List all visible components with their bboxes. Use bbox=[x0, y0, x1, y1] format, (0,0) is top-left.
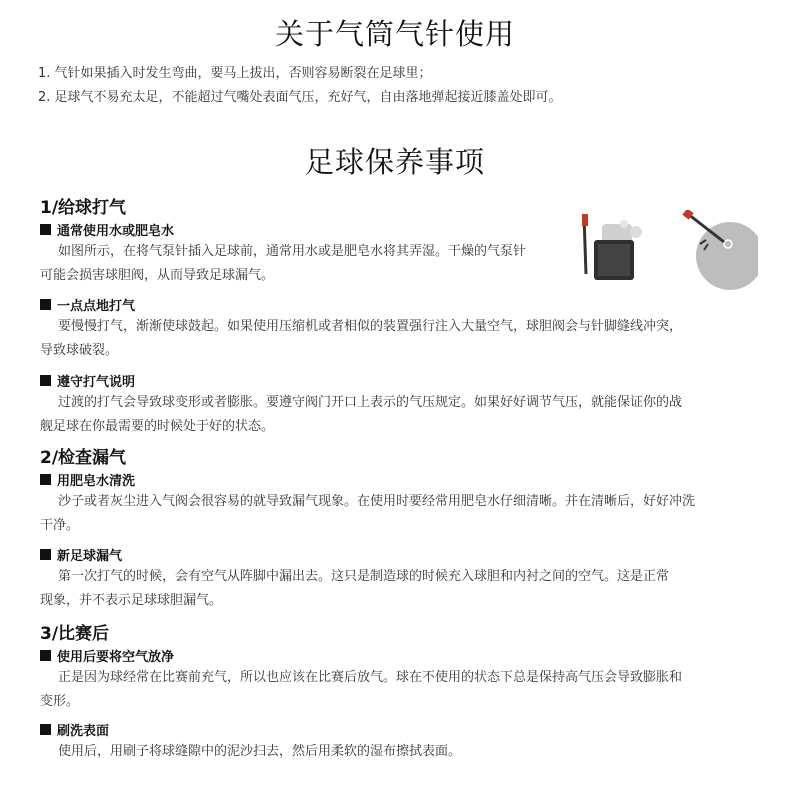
subheading-soap-clean bbox=[40, 470, 135, 489]
section-heading-inflate: 1/给球打气 bbox=[40, 198, 127, 218]
subheading-text: 一点点地打气 bbox=[57, 299, 136, 314]
paragraph-deflate bbox=[40, 666, 682, 714]
paragraph-inflation-instructions bbox=[40, 391, 682, 439]
paragraph-line: 导致球破裂。 bbox=[40, 343, 119, 358]
subheading-deflate bbox=[40, 646, 174, 665]
paragraph-line: 舰足球在你最需要的时候处于好的状态。 bbox=[40, 419, 275, 434]
paragraph-line: 干净。 bbox=[40, 518, 80, 533]
title-ball-maintenance: 足球保养事项 bbox=[304, 145, 485, 179]
paragraph-line: 要慢慢打气，渐渐使球鼓起。如果使用压缩机或者相似的装置强行注入大量空气，球胆阀会与针脚缝线冲突， bbox=[58, 319, 683, 334]
paragraph-new-ball-leak bbox=[40, 565, 669, 613]
paragraph-line: 如图所示，在将气泵针插入足球前，通常用水或是肥皂水将其弄湿。干燥的气泵针 bbox=[58, 244, 527, 259]
paragraph-line: 第一次打气的时候，会有空气从阵脚中漏出去。这只是制造球的时候充入球胆和内衬之间的空气。这是正常 bbox=[58, 569, 670, 584]
subheading-text: 新足球漏气 bbox=[57, 549, 123, 564]
note-2: 2. 足球气不易充太足，不能超过气嘴处表面气压，充好气，自由落地弹起接近膝盖处即可。 bbox=[38, 90, 562, 105]
needle-into-ball-illustration bbox=[678, 210, 758, 290]
paragraph-line: 正是因为球经常在比赛前充气，所以也应该在比赛后放气。球在不使用的状态下总是保持高气压会导致膨胀和 bbox=[58, 670, 683, 685]
subheading-text: 用肥皂水清洗 bbox=[57, 474, 136, 489]
subheading-text: 遵守打气说明 bbox=[57, 375, 136, 390]
paragraph-water-soap bbox=[40, 240, 526, 288]
title-pump-needle-usage: 关于气筒气针使用 bbox=[274, 17, 515, 51]
subheading-inflation-instructions bbox=[40, 371, 135, 390]
square-bullet-icon bbox=[40, 375, 51, 386]
square-bullet-icon bbox=[40, 224, 51, 235]
subheading-text: 刷洗表面 bbox=[57, 724, 110, 739]
section-heading-after-match: 3/比赛后 bbox=[40, 624, 110, 644]
subheading-water-soap bbox=[40, 220, 174, 239]
subheading-brush-surface bbox=[40, 720, 109, 739]
paragraph-line: 现象，并不表示足球球胆漏气。 bbox=[40, 593, 223, 608]
paragraph-line: 沙子或者灰尘进入气阀会很容易的就导致漏气现象。在使用时要经常用肥皂水仔细清晰。并在清晰后，好好冲洗 bbox=[58, 494, 696, 509]
pump-needle-water-illustration bbox=[576, 214, 648, 286]
square-bullet-icon bbox=[40, 474, 51, 485]
paragraph-soap-clean bbox=[40, 490, 695, 538]
subheading-new-ball-leak bbox=[40, 545, 122, 564]
paragraph-line: 过渡的打气会导致球变形或者膨胀。要遵守阀门开口上表示的气压规定。如果好好调节气压，就能保证你的战 bbox=[58, 395, 683, 410]
subheading-text: 使用后要将空气放净 bbox=[57, 650, 175, 665]
square-bullet-icon bbox=[40, 299, 51, 310]
paragraph-brush-surface bbox=[40, 740, 461, 764]
paragraph-line: 使用后，用刷子将球缝隙中的泥沙扫去，然后用柔软的湿布擦拭表面。 bbox=[58, 744, 462, 759]
square-bullet-icon bbox=[40, 549, 51, 560]
subheading-text: 通常使用水或肥皂水 bbox=[57, 224, 175, 239]
square-bullet-icon bbox=[40, 650, 51, 661]
section-heading-leak-check: 2/检查漏气 bbox=[40, 448, 127, 468]
subheading-inflate-slowly bbox=[40, 295, 135, 314]
square-bullet-icon bbox=[40, 724, 51, 735]
paragraph-inflate-slowly bbox=[40, 315, 682, 363]
paragraph-line: 可能会损害球胆阀，从而导致足球漏气。 bbox=[40, 268, 275, 283]
note-1: 1. 气针如果插入时发生弯曲，要马上拔出，否则容易断裂在足球里； bbox=[38, 66, 432, 81]
paragraph-line: 变形。 bbox=[40, 694, 80, 709]
